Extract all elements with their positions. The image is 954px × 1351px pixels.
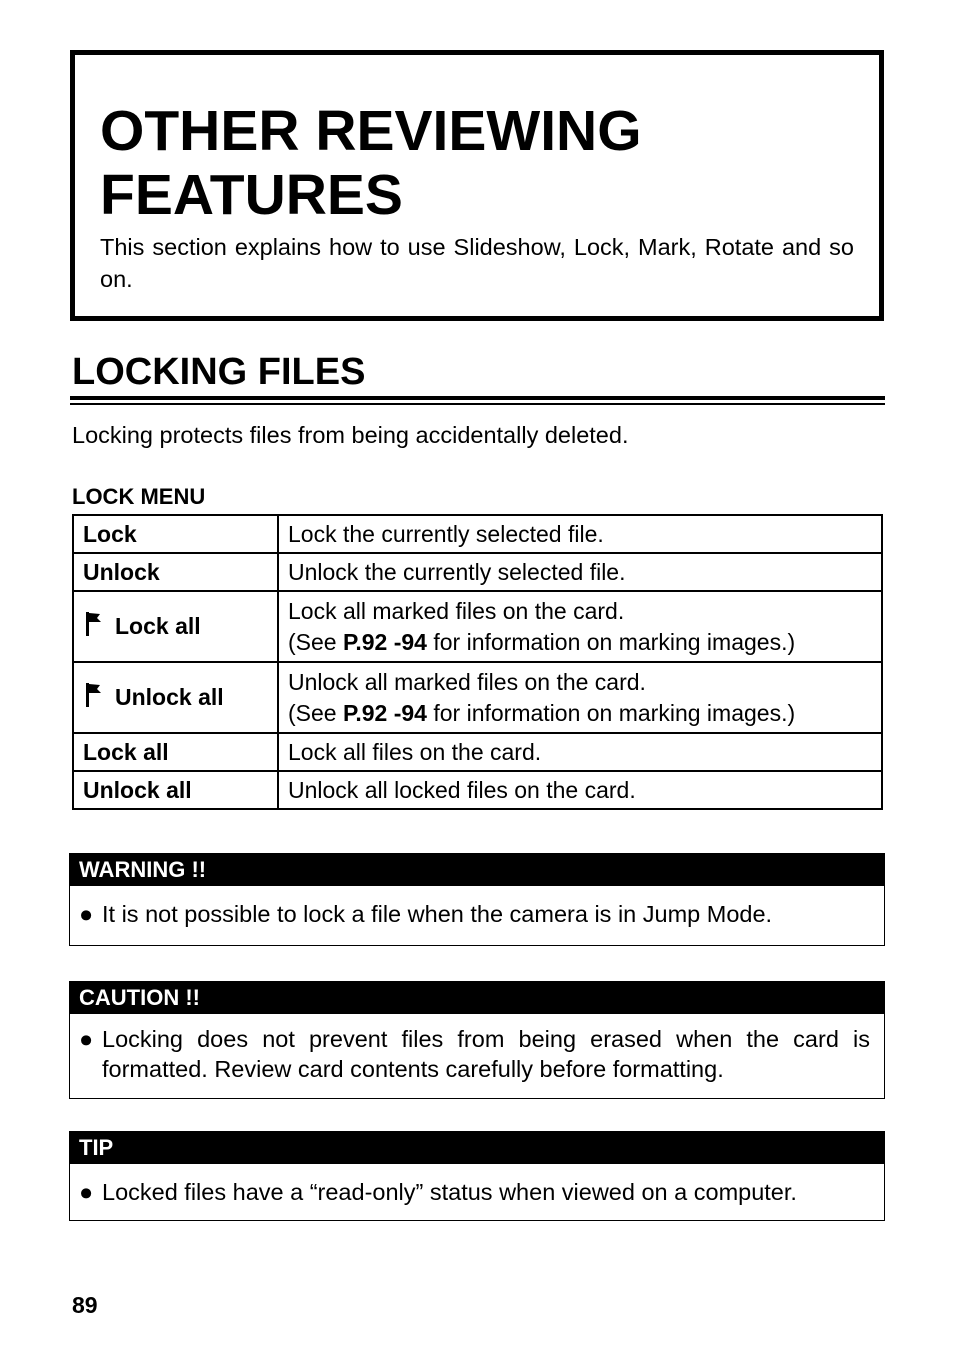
menu-option-description: Unlock all marked files on the card.: [288, 668, 646, 695]
caution-body: [70, 1014, 884, 1084]
menu-option-label: Lock: [73, 515, 278, 553]
menu-option-note: [288, 629, 795, 655]
bullet-icon: ●: [79, 901, 94, 927]
page-reference: P.92 -94: [342, 628, 427, 655]
menu-option-label: Unlock: [73, 553, 278, 591]
tip-box: [69, 1131, 885, 1221]
tip-body: [70, 1164, 884, 1207]
section-divider-thick: [70, 396, 885, 400]
warning-header: WARNING !!: [70, 854, 884, 886]
menu-option-description: Lock all marked files on the card.: [288, 597, 625, 624]
note-prefix: (See: [288, 628, 343, 655]
chapter-description: This section explains how to use Slideshow, Lock, Mark, Rotate and so on.: [100, 234, 854, 292]
section-intro: Locking protects files from being accidentally deleted.: [72, 422, 629, 448]
note-suffix: for information on marking images.): [426, 699, 796, 726]
bullet-icon: ●: [79, 1179, 94, 1205]
menu-option-description-cell: [278, 662, 882, 733]
note-prefix: (See: [288, 699, 343, 726]
section-divider-thin: [70, 403, 885, 405]
table-row: [73, 662, 882, 733]
chapter-title: [100, 99, 642, 227]
page-reference: P.92 -94: [342, 699, 427, 726]
warning-body: [70, 886, 884, 929]
menu-option-cell: [73, 662, 278, 733]
lock-menu-table: [72, 514, 883, 810]
menu-option-label: Unlock all: [115, 684, 224, 710]
menu-option-label: Lock all: [115, 613, 201, 639]
menu-option-description: Unlock all locked files on the card.: [278, 771, 882, 809]
menu-option-label: Lock all: [73, 733, 278, 771]
table-row: [73, 771, 882, 809]
menu-option-label: Unlock all: [73, 771, 278, 809]
warning-box: [69, 853, 885, 946]
caution-header: CAUTION !!: [70, 982, 884, 1014]
section-title: LOCKING FILES: [72, 351, 366, 393]
chapter-title-line-2: FEATURES: [100, 163, 403, 227]
bullet-icon: ●: [79, 1026, 94, 1052]
menu-option-note: [288, 700, 795, 726]
table-row: [73, 591, 882, 662]
flag-icon: [83, 682, 105, 708]
table-row: [73, 733, 882, 771]
menu-option-description: Lock all files on the card.: [278, 733, 882, 771]
chapter-title-line-1: OTHER REVIEWING: [100, 99, 642, 163]
note-suffix: for information on marking images.): [426, 628, 796, 655]
tip-header: TIP: [70, 1132, 884, 1164]
caution-text: Locking does not prevent files from being erased when the card is formatted. Review card contents carefully before formatting.: [102, 1026, 870, 1082]
menu-option-cell: [73, 591, 278, 662]
chapter-header-box: [70, 50, 884, 321]
warning-text: It is not possible to lock a file when the camera is in Jump Mode.: [102, 901, 773, 927]
table-row: [73, 515, 882, 553]
menu-option-description-cell: [278, 591, 882, 662]
menu-option-description: Lock the currently selected file.: [278, 515, 882, 553]
table-row: [73, 553, 882, 591]
flag-icon: [83, 611, 105, 637]
lock-menu-heading: LOCK MENU: [72, 484, 206, 509]
tip-text: Locked files have a “read-only” status when viewed on a computer.: [102, 1179, 797, 1205]
caution-box: [69, 981, 885, 1099]
page-number: 89: [72, 1292, 98, 1318]
menu-option-description: Unlock the currently selected file.: [278, 553, 882, 591]
